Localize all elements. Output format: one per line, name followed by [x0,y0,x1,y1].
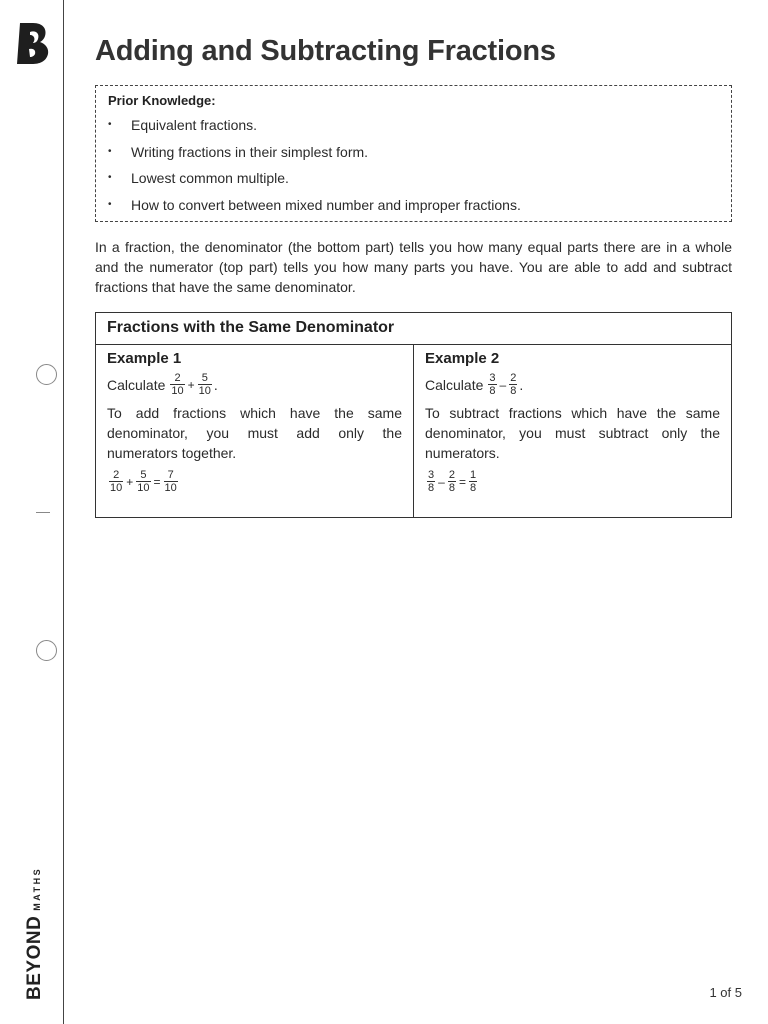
list-item [108,116,719,134]
page-number: 1 of 5 [709,985,742,1000]
brand-logotype [20,858,46,1000]
example-2-cell [413,345,731,517]
list-item-text: Equivalent fractions. [131,117,258,133]
operator: – [499,377,507,392]
example-1-title: Example 1 [107,350,182,367]
bullet-icon: • [108,198,112,210]
beyond-b-logo-icon [16,22,50,64]
list-item-text: Writing fractions in their simplest form. [131,143,369,160]
list-item-text: How to convert between mixed number and improper fractions. [131,196,521,213]
brand-tagline: MATHS [32,866,42,911]
margin-rule [63,0,64,1024]
list-item [108,196,719,214]
calc-label: Calculate [107,376,166,393]
example-2-equation [425,469,720,494]
bullet-icon: • [108,172,112,183]
prior-knowledge-box [95,85,732,222]
fraction: $\frac{5}{10}$ [137,469,150,494]
list-item [108,169,719,187]
fold-mark [36,512,50,513]
fraction: $\frac{5}{10}$ [198,372,211,397]
example-2-description: To subtract fractions which have the same denominator, you must subtract only the numerators. [425,405,720,461]
operator: + [126,474,134,489]
examples-table [95,312,732,518]
intro-paragraph: In a fraction, the denominator (the bottom part) tells you how many equal parts there are in a whole and the numerator (top part) tells you how many parts you have. You are able to add and subtract fractions that have the same denominator. [95,239,732,295]
list-item [108,143,719,161]
operator: + [187,377,195,392]
fraction: $\frac{3}{8}$ [489,372,496,397]
bullet-icon: • [108,119,112,130]
equals-sign: = [458,474,466,489]
example-1-equation [107,469,402,494]
fraction: $\frac{2}{8}$ [448,469,455,494]
example-1-cell [96,345,413,517]
bullet-icon: • [108,145,112,157]
example-1-calculation: Calculate $\frac{2}{10}$ + $\frac{5}{10}$ . [107,372,218,397]
calc-label: Calculate [425,376,484,393]
fraction: $\frac{2}{10}$ [171,372,184,397]
equals-sign: = [153,474,161,489]
fraction: $\frac{2}{8}$ [510,372,517,397]
punch-hole-bottom [36,640,57,661]
example-1-description: To add fractions which have the same denominator, you must add only the numerators together. [107,405,402,461]
example-2-calculation: Calculate $\frac{3}{8}$ – $\frac{2}{8}$ . [425,372,524,397]
result-fraction: $\frac{7}{10}$ [164,469,177,494]
prior-knowledge-list [108,116,719,214]
example-2-title: Example 2 [425,350,500,367]
table-heading: Fractions with the Same Denominator [96,313,731,345]
operator: – [438,474,445,489]
fraction: $\frac{3}{8}$ [428,469,435,494]
page-title: Adding and Subtracting Fractions [95,35,556,67]
fraction: $\frac{2}{10}$ [110,469,123,494]
prior-knowledge-heading: Prior Knowledge: [108,93,216,108]
brand-name: BEYOND [24,915,45,1000]
list-item-text: Lowest common multiple. [131,170,289,186]
result-fraction: $\frac{1}{8}$ [469,469,477,494]
punch-hole-top [36,364,57,385]
